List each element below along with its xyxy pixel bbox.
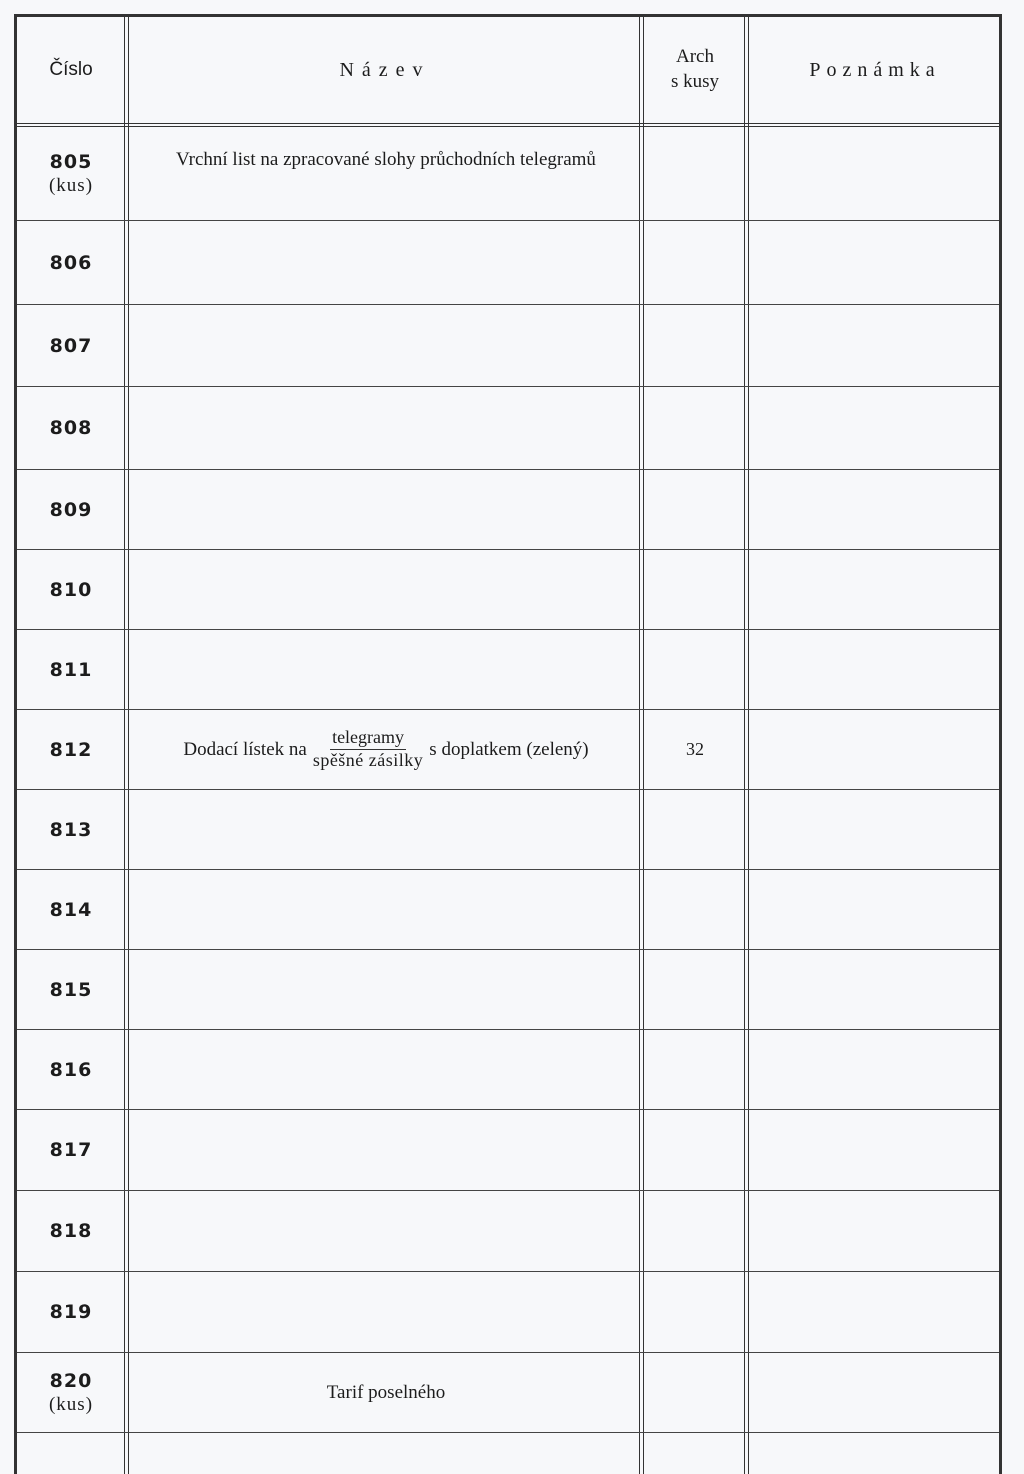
row-arch [645, 870, 745, 949]
row-unit: (kus) [48, 174, 94, 196]
row-arch [645, 127, 745, 220]
table-row [17, 1353, 999, 1433]
row-arch [645, 1191, 745, 1271]
row-note [750, 470, 1000, 549]
row-arch [645, 1110, 745, 1190]
table-row [17, 870, 999, 950]
table-row [17, 710, 999, 790]
name-fraction [313, 728, 423, 771]
row-name [130, 790, 642, 869]
header-arch-line1: Arch [676, 46, 714, 68]
row-arch [645, 1353, 745, 1432]
row-note [750, 1272, 1000, 1352]
row-note [750, 1191, 1000, 1271]
row-note [750, 305, 1000, 386]
row-arch [645, 470, 745, 549]
row-code: 814 [49, 898, 93, 921]
table-header [17, 17, 999, 127]
row-number [17, 305, 125, 386]
row-code: 816 [49, 1058, 93, 1081]
row-name [130, 1030, 642, 1109]
row-unit: (kus) [48, 1393, 94, 1415]
table-row [17, 1272, 999, 1353]
table-row [17, 127, 999, 221]
row-name [130, 305, 642, 386]
row-arch [645, 950, 745, 1029]
row-name: Tarif poselného [326, 1381, 446, 1403]
row-name [130, 470, 642, 549]
row-number [17, 790, 125, 869]
table-row [17, 387, 999, 470]
row-name [130, 870, 642, 949]
row-number [17, 127, 125, 220]
row-name [130, 1191, 642, 1271]
row-code: 812 [49, 738, 93, 761]
row-name [130, 1110, 642, 1190]
table-row [17, 550, 999, 630]
row-note [750, 1030, 1000, 1109]
row-number [17, 387, 125, 469]
table-row [17, 630, 999, 710]
row-note [750, 1110, 1000, 1190]
header-number: Číslo [49, 59, 93, 80]
row-note [750, 710, 1000, 789]
table-row [17, 470, 999, 550]
row-code: 815 [49, 978, 93, 1001]
row-code: 809 [49, 498, 93, 521]
row-note [750, 790, 1000, 869]
row-number [17, 710, 125, 789]
row-code: 817 [49, 1139, 93, 1161]
row-name [130, 630, 642, 709]
name-suffix: s doplatkem (zelený) [429, 738, 589, 760]
header-note: Poznámka [809, 58, 941, 81]
header-arch [645, 17, 745, 123]
header-name: Název [339, 58, 431, 81]
row-note [750, 550, 1000, 629]
row-arch [645, 1030, 745, 1109]
table-row [17, 790, 999, 870]
header-arch-line2: s kusy [670, 71, 720, 92]
row-arch [645, 1272, 745, 1352]
row-arch [645, 305, 745, 386]
row-arch [645, 790, 745, 869]
row-note [750, 630, 1000, 709]
row-arch [645, 550, 745, 629]
table-row [17, 305, 999, 387]
name-prefix: Dodací lístek na [183, 738, 307, 760]
row-note [750, 387, 1000, 469]
row-number [17, 1030, 125, 1109]
row-number [17, 630, 125, 709]
row-note [750, 221, 1000, 304]
form-table [14, 14, 1002, 1474]
row-code: 813 [49, 818, 93, 841]
row-code: 811 [49, 658, 93, 681]
row-name [130, 127, 642, 220]
row-arch: 32 [686, 739, 704, 759]
row-code: 820 [49, 1369, 93, 1392]
row-name-text [183, 728, 588, 771]
table-row [17, 1110, 999, 1191]
row-name [130, 550, 642, 629]
row-number [17, 1110, 125, 1190]
row-number [17, 1272, 125, 1352]
fraction-top: telegramy [330, 728, 406, 750]
row-note [750, 1353, 1000, 1432]
row-note [750, 950, 1000, 1029]
row-code: 805 [49, 150, 93, 173]
row-note [750, 127, 1000, 220]
row-name [130, 387, 642, 469]
row-name [130, 221, 642, 304]
row-number [17, 1191, 125, 1271]
row-arch [645, 387, 745, 469]
row-code: 810 [49, 578, 93, 601]
row-code: 819 [49, 1301, 93, 1323]
row-number [17, 870, 125, 949]
row-number [17, 1353, 125, 1432]
row-number [17, 470, 125, 549]
row-code: 806 [49, 251, 93, 274]
row-name-text: Vrchní list na zpracované slohy průchodních telegramů [176, 149, 596, 170]
table-row [17, 221, 999, 305]
row-number [17, 550, 125, 629]
row-name [130, 1272, 642, 1352]
table-row [17, 1191, 999, 1272]
row-arch [645, 630, 745, 709]
table-row [17, 1030, 999, 1110]
row-number [17, 221, 125, 304]
row-code: 807 [49, 334, 93, 357]
row-note [750, 870, 1000, 949]
fraction-bottom: spěšné zásilky [312, 750, 424, 770]
row-code: 808 [49, 417, 93, 439]
row-number [17, 950, 125, 1029]
row-name [130, 950, 642, 1029]
row-code: 818 [49, 1220, 93, 1242]
row-arch [645, 221, 745, 304]
row-name [130, 710, 642, 789]
table-row [17, 950, 999, 1030]
